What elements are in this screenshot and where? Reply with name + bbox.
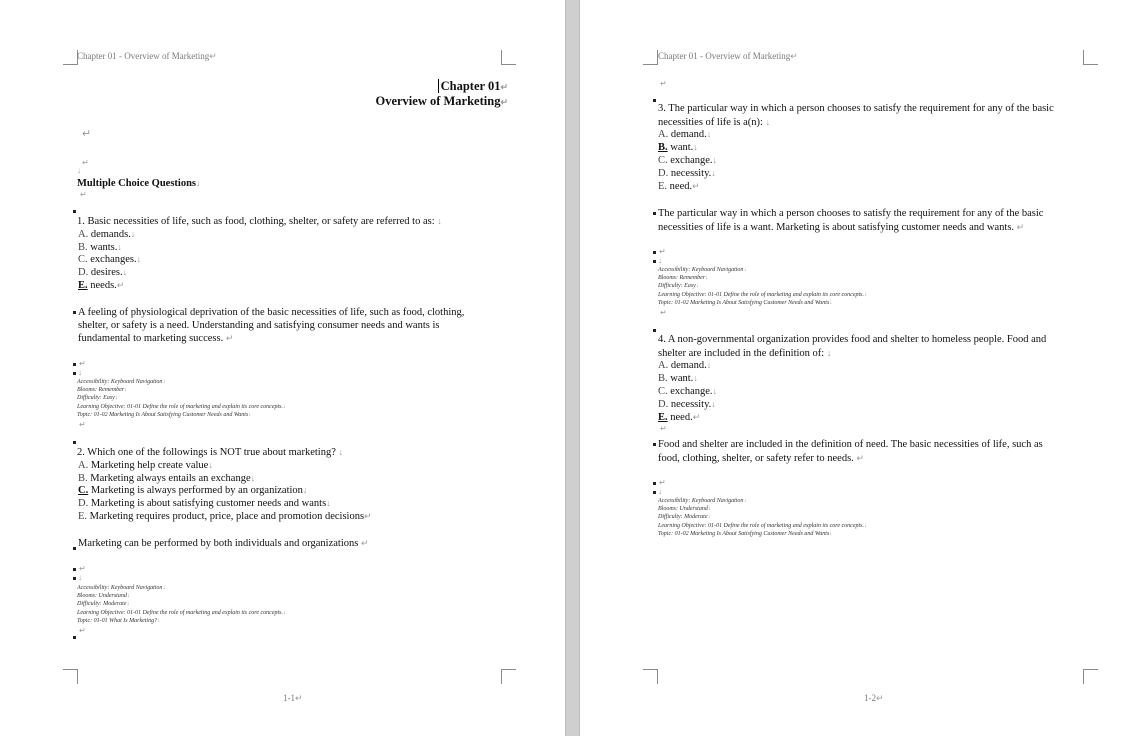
option-text: Marketing is always performed by an organization: [90, 485, 303, 497]
crop-mark-top-left: [63, 50, 78, 65]
metadata-text: Difficulty: Moderate: [658, 514, 708, 521]
paragraph-mark: ↵: [79, 564, 86, 573]
paragraph-bullet: [653, 251, 656, 254]
paragraph-mark: ↵: [79, 420, 86, 429]
paragraph-mark: ↵: [82, 158, 89, 167]
paragraph-bullet: [653, 212, 656, 215]
line-break-mark: ↓: [695, 283, 699, 290]
answer-option-e[interactable]: [658, 180, 700, 193]
line-break-mark: ↓: [743, 498, 747, 504]
line-break-mark: ↓: [283, 609, 287, 616]
page-number-text: 1-1: [283, 693, 295, 703]
paragraph-bullet: [73, 210, 76, 213]
metadata-line: [658, 505, 711, 513]
option-letter: C.: [658, 386, 668, 398]
header-text: Chapter 01 - Overview of Marketing: [658, 51, 791, 61]
metadata-text: Learning Objective: 01-01 Define the role of marketing and explain its core concepts.: [77, 609, 284, 616]
line-break-mark: ↓: [658, 256, 662, 265]
paragraph-mark: ↵: [660, 424, 667, 433]
metadata-line: [77, 592, 130, 600]
document-page-2[interactable]: [580, 0, 1147, 736]
option-text: desires.: [90, 267, 123, 279]
option-letter: B.: [658, 373, 668, 385]
chapter-subtitle-text: Overview of Marketing: [375, 94, 501, 108]
option-text: want.: [670, 373, 694, 385]
line-break-mark: ↓: [826, 347, 832, 358]
metadata-line: [77, 394, 118, 402]
question-3-text: 3. The particular way in which a person chooses to satisfy the requirement for any of the basic: [658, 103, 1054, 114]
paragraph-mark: ↵: [1016, 221, 1025, 232]
line-break-mark: ↓: [124, 387, 128, 394]
paragraph-bullet: [73, 441, 76, 444]
metadata-line: [77, 617, 160, 625]
line-break-mark: ↓: [712, 386, 718, 397]
page-header[interactable]: [77, 51, 217, 62]
paragraph-bullet: [73, 636, 76, 639]
crop-mark-bottom-left: [643, 669, 658, 684]
option-text: Marketing help create value: [90, 460, 209, 471]
metadata-line: [658, 299, 832, 307]
metadata-line: [77, 411, 251, 419]
paragraph-mark: ↵: [79, 359, 86, 368]
line-break-mark: ↓: [711, 168, 716, 179]
paragraph-mark: ↵: [225, 333, 234, 344]
metadata-text: Blooms: Understand: [77, 593, 127, 600]
paragraph-mark: ↵: [209, 51, 217, 61]
section-heading[interactable]: [77, 178, 201, 189]
paragraph-bullet: [73, 577, 76, 580]
answer-option-a[interactable]: [78, 459, 213, 472]
option-letter: D.: [78, 498, 89, 510]
line-break-mark: ↓: [78, 573, 82, 582]
metadata-text: Topic: 01-02 Marketing Is About Satisfying Customer Needs and Wants: [77, 411, 249, 418]
crop-mark-top-left: [643, 50, 658, 65]
paragraph-mark: ↵: [82, 128, 92, 140]
metadata-text: Accessibility: Keyboard Navigation: [77, 379, 163, 385]
feedback-text: necessities of life is a want. Marketing is about satisfying customer needs and wants.: [658, 221, 1015, 233]
question-2-text[interactable]: [77, 446, 343, 459]
metadata-line: [658, 282, 699, 290]
paragraph-mark: ↵: [364, 510, 372, 521]
answer-option-c[interactable]: [78, 253, 141, 266]
option-letter: D.: [658, 399, 669, 411]
line-break-mark: ↓: [126, 601, 130, 608]
line-break-mark: ↓: [117, 241, 122, 252]
answer-option-a[interactable]: [78, 228, 135, 241]
paragraph-bullet: [653, 491, 656, 494]
feedback-text: shelter, or safety is a need. Understanding and satisfying consumer needs and wants is: [78, 319, 440, 331]
option-text: necessity.: [670, 399, 712, 411]
line-break-mark: ↓: [326, 498, 331, 509]
feedback-line: [78, 332, 233, 346]
line-break-mark: ↓: [864, 522, 868, 529]
metadata-text: Difficulty: Easy: [77, 395, 115, 402]
paragraph-mark: ↵: [500, 82, 508, 92]
option-letter: C.: [658, 155, 668, 167]
chapter-title-text: Chapter 01: [440, 79, 501, 93]
header-text: Chapter 01 - Overview of Marketing: [77, 51, 210, 61]
paragraph-bullet: [653, 99, 656, 102]
line-break-mark: ↓: [162, 585, 166, 591]
option-text: Marketing is about satisfying customer needs and wants: [90, 498, 327, 510]
feedback-line: [78, 537, 369, 551]
text-cursor: [438, 79, 439, 93]
line-break-mark: ↓: [162, 379, 166, 385]
answer-option-e[interactable]: [658, 411, 700, 424]
line-break-mark: ↓: [705, 275, 709, 282]
paragraph-mark: ↵: [856, 452, 864, 463]
option-text: needs.: [90, 279, 117, 291]
answer-option-b[interactable]: [658, 141, 698, 154]
page-number: [283, 693, 303, 704]
metadata-line: [658, 291, 867, 299]
line-break-mark: ↓: [658, 487, 662, 496]
line-break-mark: ↓: [302, 485, 308, 496]
answer-option-a[interactable]: [658, 359, 711, 372]
option-text: demand.: [670, 129, 707, 140]
metadata-text: Blooms: Remember: [77, 387, 125, 394]
line-break-mark: ↓: [130, 229, 136, 239]
line-break-mark: ↓: [136, 254, 142, 265]
answer-option-d[interactable]: [78, 266, 127, 279]
metadata-line: [77, 403, 286, 411]
answer-option-d[interactable]: [78, 497, 331, 510]
metadata-line: [658, 513, 711, 521]
line-break-mark: ↓: [693, 373, 698, 384]
option-letter: D.: [658, 168, 669, 180]
line-break-mark: ↓: [707, 514, 711, 521]
question-2-line: 2. Which one of the followings is NOT true about marketing?: [77, 447, 336, 458]
metadata-line: [658, 530, 832, 538]
question-3-text: necessities of life is a(n):: [658, 116, 763, 128]
option-text: wants.: [90, 241, 118, 253]
page-header[interactable]: [658, 51, 798, 62]
feedback-line: [78, 320, 439, 333]
feedback-line: [78, 307, 464, 320]
answer-option-e[interactable]: [78, 279, 124, 292]
paragraph-mark: ↵: [500, 97, 508, 107]
paragraph-bullet: [653, 482, 656, 485]
paragraph-mark: ↵: [295, 693, 303, 703]
crop-mark-bottom-right: [501, 669, 516, 684]
metadata-line: [658, 522, 867, 530]
option-text: necessity.: [670, 168, 712, 180]
line-break-mark: ↓: [712, 155, 718, 166]
paragraph-mark: ↵: [79, 626, 86, 635]
feedback-text: The particular way in which a person chooses to satisfy the requirement for any of the basic: [658, 208, 1044, 219]
paragraph-mark: ↵: [660, 79, 667, 88]
metadata-text: Blooms: Understand: [658, 506, 708, 513]
paragraph-mark: ↵: [692, 412, 701, 423]
line-break-mark: ↓: [707, 506, 711, 513]
paragraph-bullet: [73, 311, 76, 314]
paragraph-bullet: [73, 547, 76, 550]
option-letter: A.: [658, 360, 669, 371]
line-break-mark: ↓: [743, 267, 747, 273]
answer-option-b[interactable]: [78, 472, 255, 485]
feedback-text: Food and shelter are included in the definition of need. The basic necessities of life, such as: [658, 439, 1043, 450]
option-text: demands.: [90, 229, 131, 240]
option-letter: A.: [78, 460, 89, 471]
page-number-text: 1-2: [864, 693, 876, 703]
line-break-mark: ↓: [711, 399, 716, 410]
metadata-line: [658, 497, 746, 505]
option-letter: C.: [78, 254, 88, 266]
option-letter: E.: [658, 181, 668, 193]
chapter-subtitle[interactable]: [375, 94, 508, 109]
answer-option-d[interactable]: [658, 398, 716, 411]
feedback-text: Marketing can be performed by both individuals and organizations: [78, 538, 359, 549]
line-break-mark: ↓: [248, 411, 252, 418]
option-letter: E.: [78, 510, 88, 522]
paragraph-mark: ↵: [116, 279, 125, 290]
option-letter: B.: [78, 241, 88, 253]
question-1-text[interactable]: [77, 215, 442, 228]
line-break-mark: ↓: [208, 460, 213, 470]
option-text: need.: [670, 412, 693, 424]
feedback-line: [658, 221, 1024, 235]
chapter-title[interactable]: [441, 79, 508, 94]
paragraph-bullet: [73, 568, 76, 571]
paragraph-mark: ↵: [660, 308, 667, 317]
line-break-mark: ↓: [864, 291, 868, 298]
metadata-text: Topic: 01-02 Marketing Is About Satisfying Customer Needs and Wants: [658, 530, 830, 537]
question-4-text: 4. A non-governmental organization provides food and shelter to homeless people. Food and: [658, 334, 1047, 345]
paragraph-bullet: [653, 260, 656, 263]
paragraph-mark: ↵: [692, 181, 700, 192]
line-break-mark: ↓: [765, 116, 771, 127]
answer-option-e[interactable]: [78, 510, 372, 523]
paragraph-bullet: [73, 372, 76, 375]
line-break-mark: ↓: [77, 166, 81, 175]
metadata-line: [77, 386, 127, 394]
line-break-mark: ↓: [693, 142, 698, 153]
paragraph-mark: ↵: [790, 51, 798, 61]
option-text: need.: [669, 181, 693, 193]
option-letter: B.: [658, 142, 668, 154]
paragraph-mark: ↵: [80, 190, 87, 199]
line-break-mark: ↓: [338, 447, 343, 457]
line-break-mark: ↓: [829, 530, 833, 537]
option-text: exchange.: [670, 386, 713, 398]
answer-option-b[interactable]: [78, 241, 122, 254]
metadata-line: [77, 378, 165, 386]
answer-option-a[interactable]: [658, 128, 711, 141]
paragraph-bullet: [73, 363, 76, 366]
option-letter: A.: [78, 229, 89, 240]
crop-mark-bottom-right: [1083, 669, 1098, 684]
answer-option-c[interactable]: [78, 484, 307, 497]
feedback-line: [658, 452, 864, 466]
feedback-line: [658, 208, 1043, 221]
feedback-text: food, clothing, shelter, or safety refer to needs.: [658, 452, 854, 464]
paragraph-mark: ↵: [876, 693, 884, 703]
option-letter: A.: [658, 129, 669, 140]
question-4-line: [658, 334, 1046, 347]
page-gutter: [565, 0, 580, 736]
line-break-mark: ↓: [250, 472, 256, 483]
line-break-mark: ↓: [122, 267, 128, 278]
option-text: want.: [670, 142, 694, 154]
metadata-line: [77, 609, 286, 617]
paragraph-bullet: [653, 329, 656, 332]
option-letter: E.: [658, 412, 668, 424]
line-break-mark: ↓: [829, 299, 833, 306]
question-4-text: shelter are included in the definition of:: [658, 347, 825, 359]
crop-mark-top-right: [501, 50, 516, 65]
line-break-mark: ↓: [114, 395, 118, 402]
feedback-line: [658, 439, 1043, 452]
metadata-text: Blooms: Remember: [658, 275, 706, 282]
metadata-text: Learning Objective: 01-01 Define the role of marketing and explain its core concepts.: [77, 403, 284, 410]
feedback-text: A feeling of physiological deprivation of the basic necessities of life, such as food, clothing,: [78, 307, 465, 318]
option-letter: B.: [78, 472, 88, 484]
option-text: Marketing requires product, price, place and promotion decisions: [89, 510, 365, 522]
line-break-mark: ↓: [437, 216, 442, 226]
metadata-line: [77, 584, 165, 592]
option-text: demand.: [670, 360, 707, 371]
crop-mark-top-right: [1083, 50, 1098, 65]
line-break-mark: ↓: [78, 368, 82, 377]
line-break-mark: ↓: [706, 129, 712, 139]
answer-option-c[interactable]: [658, 385, 717, 398]
feedback-text: fundamental to marketing success.: [78, 333, 224, 345]
paragraph-mark: ↵: [659, 247, 666, 256]
line-break-mark: ↓: [706, 360, 712, 370]
page-number: [864, 693, 884, 704]
metadata-text: Accessibility: Keyboard Navigation: [658, 498, 744, 504]
metadata-line: [658, 266, 746, 274]
answer-option-b[interactable]: [658, 372, 698, 385]
metadata-text: Difficulty: Easy: [658, 283, 696, 290]
question-3-line: [658, 103, 1054, 116]
document-page-1[interactable]: [0, 0, 565, 736]
paragraph-mark: ↵: [659, 478, 666, 487]
line-break-mark: ↓: [196, 178, 201, 188]
crop-mark-bottom-left: [63, 669, 78, 684]
metadata-text: Topic: 01-02 Marketing Is About Satisfying Customer Needs and Wants: [658, 299, 830, 306]
option-text: exchanges.: [90, 254, 137, 266]
metadata-line: [658, 274, 708, 282]
option-letter: C.: [78, 485, 89, 497]
answer-option-d[interactable]: [658, 167, 716, 180]
line-break-mark: ↓: [157, 617, 161, 624]
option-letter: E.: [78, 279, 88, 291]
paragraph-mark: ↵: [360, 538, 369, 548]
metadata-line: [77, 600, 130, 608]
paragraph-bullet: [653, 443, 656, 446]
metadata-text: Topic: 01-01 What Is Marketing?: [77, 617, 158, 624]
section-heading-text: Multiple Choice Questions: [77, 178, 197, 189]
metadata-text: Accessibility: Keyboard Navigation: [77, 585, 163, 591]
line-break-mark: ↓: [283, 403, 287, 410]
metadata-text: Accessibility: Keyboard Navigation: [658, 267, 744, 273]
option-text: exchange.: [670, 155, 713, 167]
line-break-mark: ↓: [126, 593, 130, 600]
option-letter: D.: [78, 267, 89, 279]
answer-option-c[interactable]: [658, 154, 717, 167]
metadata-text: Learning Objective: 01-01 Define the role of marketing and explain its core concepts.: [658, 522, 865, 529]
option-text: Marketing always entails an exchange: [90, 472, 251, 484]
question-1-line: 1. Basic necessities of life, such as food, clothing, shelter, or safety are referred to as:: [77, 216, 435, 227]
metadata-text: Difficulty: Moderate: [77, 601, 127, 608]
metadata-text: Learning Objective: 01-01 Define the role of marketing and explain its core concepts.: [658, 291, 865, 298]
